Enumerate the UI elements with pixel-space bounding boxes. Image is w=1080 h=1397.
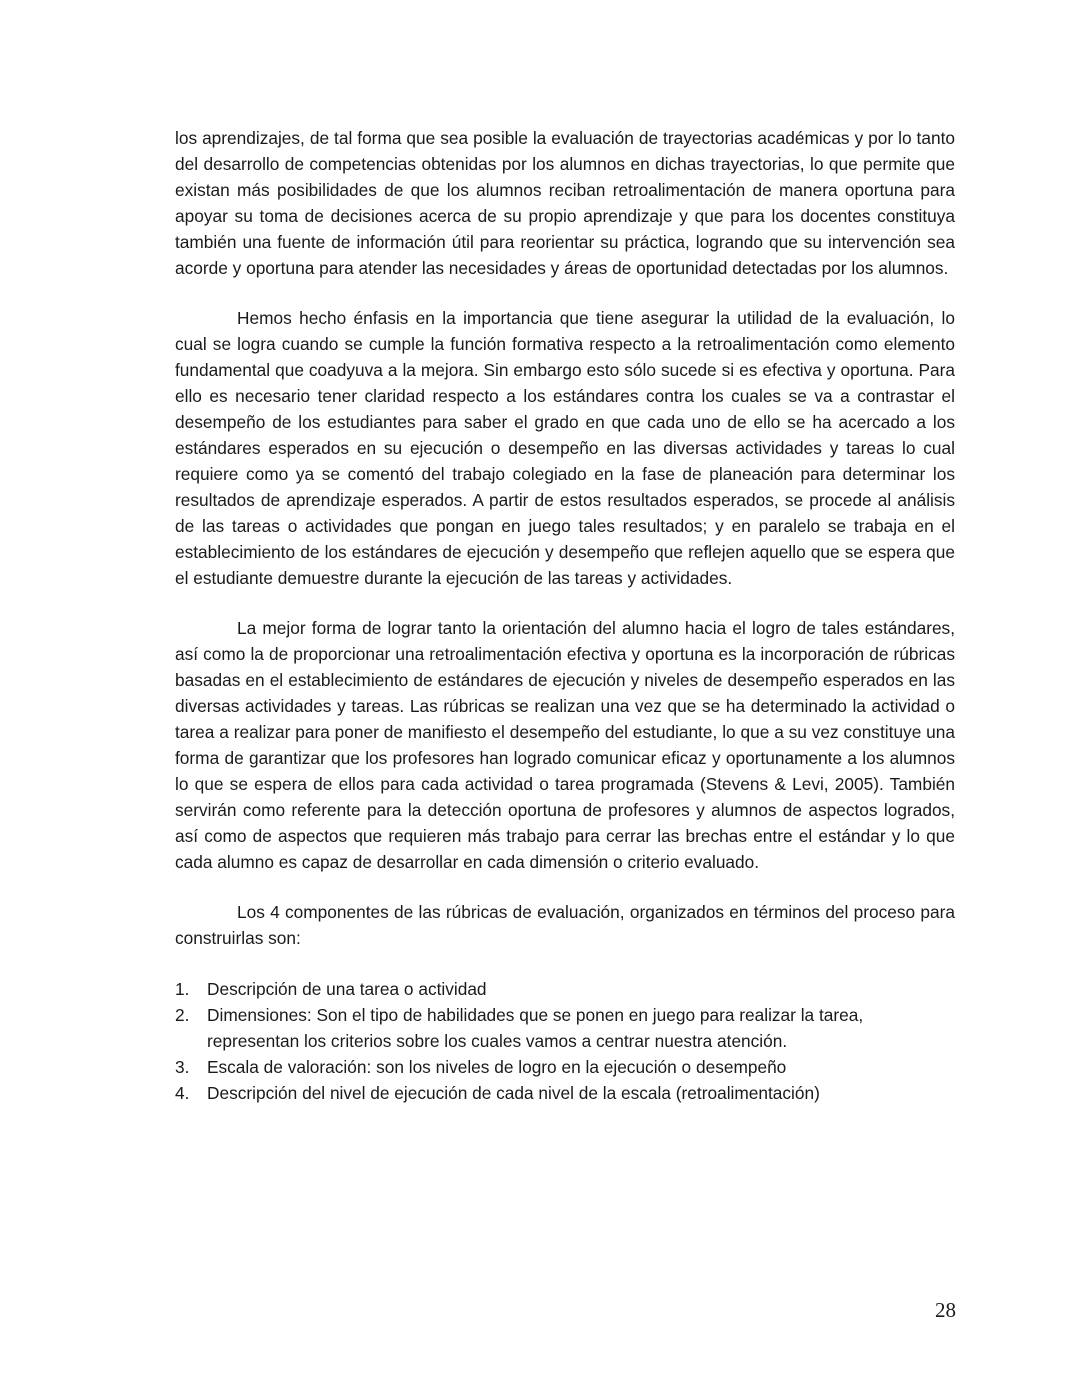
- components-list: [175, 977, 955, 1107]
- paragraph-continuation: los aprendizajes, de tal forma que sea posible la evaluación de trayectorias académicas y por lo tanto del desarrollo de competencias obtenidas por los alumnos en dichas trayectorias, lo que permite que existan más posibilidades de que los alumnos reciban retroalimentación de manera oportuna para apoyar su toma de decisiones acerca de su propio aprendizaje y que para los docentes constituya también una fuente de información útil para reorientar su práctica, logrando que su intervención sea acorde y oportuna para atender las necesidades y áreas de oportunidad detectadas por los alumnos.: [175, 128, 955, 278]
- paragraph-gap: [175, 591, 955, 616]
- list-item-number: 3.: [175, 1057, 190, 1077]
- page-number: 28: [935, 1298, 956, 1322]
- paragraph-evaluation-utility: Hemos hecho énfasis en la importancia que tiene asegurar la utilidad de la evaluación, lo cual se logra cuando se cumple la función formativa respecto a la retroalimentación como elemento fundamental que coadyuva a la mejora. Sin embargo esto sólo sucede si es efectiva y oportuna. Para ello es necesario tener claridad respecto a los estándares contra los cuales se va a contrastar el desempeño de los estudiantes para saber el grado en que cada uno de ello se ha acercado a los estándares esperados en su ejecución o desempeño en las diversas actividades y tareas lo cual requiere como ya se comentó del trabajo colegiado en la fase de planeación para determinar los resultados de aprendizaje esperados. A partir de estos resultados esperados, se procede al análisis de las tareas o actividades que pongan en juego tales resultados; y en paralelo se trabaja en el establecimiento de los estándares de ejecución y desempeño que reflejen aquello que se espera que el estudiante demuestre durante la ejecución de las tareas y actividades.: [175, 308, 955, 588]
- list-item: [175, 1055, 955, 1081]
- list-item-number: 1.: [175, 979, 190, 1000]
- list-item-text: Descripción del nivel de ejecución de cada nivel de la escala (retroalimentación): [207, 1082, 820, 1103]
- paragraph-components-intro: Los 4 componentes de las rúbricas de evaluación, organizados en términos del proceso para construirlas son:: [175, 902, 955, 949]
- list-item-number: 2.: [175, 1005, 190, 1026]
- list-item-number: 4.: [175, 1082, 190, 1103]
- paragraph-rubrics: La mejor forma de lograr tanto la orientación del alumno hacia el logro de tales estándares, así como la de proporcionar una retroalimentación efectiva y oportuna es la incorporación de rúbricas basadas en el establecimiento de estándares de ejecución y niveles de desempeño esperados en las diversas actividades y tareas. Las rúbricas se realizan una vez que se ha determinado la actividad o tarea a realizar para poner de manifiesto el desempeño del estudiante, lo que a su vez constituye una forma de garantizar que los profesores han logrado comunicar eficaz y oportunamente a los alumnos lo que se espera de ellos para cada actividad o tarea programada (Stevens & Levi, 2005). También servirán como referente para la detección oportuna de profesores y alumnos de aspectos logrados, así como de aspectos que requieren más trabajo para cerrar las brechas entre el estándar y lo que cada alumno es capaz de desarrollar en cada dimensión o criterio evaluado.: [175, 618, 955, 872]
- paragraph-gap: [175, 952, 955, 977]
- list-item-text: Escala de valoración: son los niveles de logro en la ejecución o desempeño: [207, 1057, 787, 1077]
- list-item-text: Dimensiones: Son el tipo de habilidades que se ponen en juego para realizar la tarea, representan los criterios sobre los cuales vamos a centrar nuestra atención.: [207, 1005, 864, 1052]
- paragraph-gap: [175, 875, 955, 900]
- paragraph-gap: [175, 281, 955, 306]
- list-item: [175, 1081, 955, 1107]
- list-item: [175, 977, 955, 1003]
- document-page: [175, 126, 955, 1107]
- list-item-text: Descripción de una tarea o actividad: [207, 979, 487, 1000]
- list-item: [175, 1003, 955, 1055]
